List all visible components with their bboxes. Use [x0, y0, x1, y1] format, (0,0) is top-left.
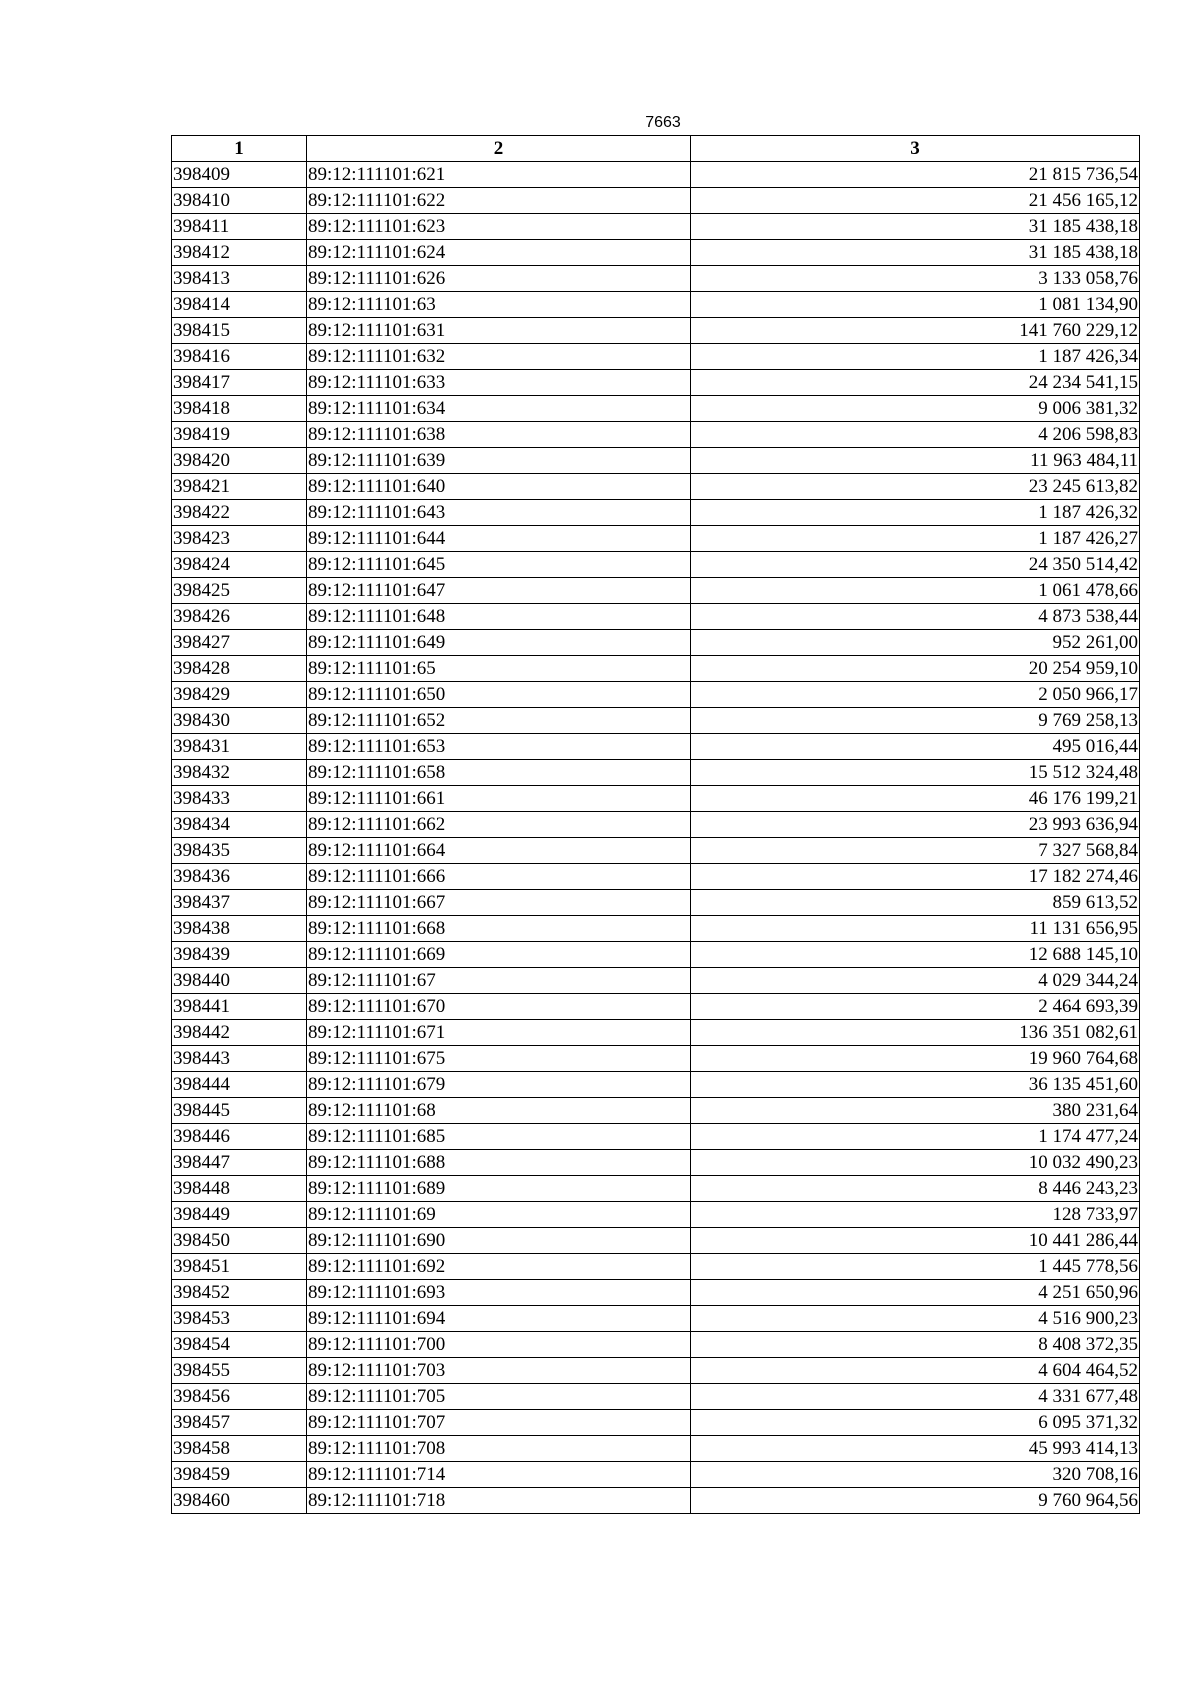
cadastral-value: 1 187 426,34 [691, 344, 1140, 370]
table-row [172, 1384, 1140, 1410]
cadastral-value: 495 016,44 [691, 734, 1140, 760]
cadastral-number: 89:12:111101:669 [307, 942, 691, 968]
cadastral-value: 15 512 324,48 [691, 760, 1140, 786]
row-number: 398438 [172, 916, 307, 942]
table-row [172, 1072, 1140, 1098]
page-number: 7663 [645, 114, 681, 131]
row-number: 398432 [172, 760, 307, 786]
cadastral-value: 24 234 541,15 [691, 370, 1140, 396]
cadastral-value: 320 708,16 [691, 1462, 1140, 1488]
table-row [172, 968, 1140, 994]
table-row [172, 396, 1140, 422]
cadastral-value: 4 251 650,96 [691, 1280, 1140, 1306]
cadastral-value: 9 760 964,56 [691, 1488, 1140, 1514]
cadastral-value: 21 456 165,12 [691, 188, 1140, 214]
row-number: 398421 [172, 474, 307, 500]
table-row [172, 942, 1140, 968]
cadastral-number: 89:12:111101:708 [307, 1436, 691, 1462]
cadastral-value: 4 516 900,23 [691, 1306, 1140, 1332]
table-row [172, 1124, 1140, 1150]
cadastral-value: 8 408 372,35 [691, 1332, 1140, 1358]
cadastral-number: 89:12:111101:647 [307, 578, 691, 604]
cadastral-value: 3 133 058,76 [691, 266, 1140, 292]
table-row [172, 890, 1140, 916]
cadastral-number: 89:12:111101:648 [307, 604, 691, 630]
cadastral-number: 89:12:111101:653 [307, 734, 691, 760]
table-row [172, 1332, 1140, 1358]
cadastral-value: 1 445 778,56 [691, 1254, 1140, 1280]
cadastral-value: 4 604 464,52 [691, 1358, 1140, 1384]
cadastral-number: 89:12:111101:714 [307, 1462, 691, 1488]
row-number: 398439 [172, 942, 307, 968]
cadastral-number: 89:12:111101:685 [307, 1124, 691, 1150]
row-number: 398435 [172, 838, 307, 864]
table-row [172, 1306, 1140, 1332]
table-row [172, 1020, 1140, 1046]
cadastral-value: 9 006 381,32 [691, 396, 1140, 422]
table-row [172, 1410, 1140, 1436]
cadastral-number: 89:12:111101:633 [307, 370, 691, 396]
cadastral-number: 89:12:111101:624 [307, 240, 691, 266]
cadastral-value: 23 245 613,82 [691, 474, 1140, 500]
row-number: 398427 [172, 630, 307, 656]
table-row [172, 630, 1140, 656]
cadastral-number: 89:12:111101:67 [307, 968, 691, 994]
cadastral-number: 89:12:111101:661 [307, 786, 691, 812]
cadastral-value: 4 029 344,24 [691, 968, 1140, 994]
cadastral-value: 23 993 636,94 [691, 812, 1140, 838]
cadastral-value: 6 095 371,32 [691, 1410, 1140, 1436]
cadastral-number: 89:12:111101:671 [307, 1020, 691, 1046]
row-number: 398440 [172, 968, 307, 994]
table-row [172, 292, 1140, 318]
cadastral-number: 89:12:111101:692 [307, 1254, 691, 1280]
header-col-2: 2 [307, 136, 691, 162]
table-row [172, 214, 1140, 240]
row-number: 398424 [172, 552, 307, 578]
table-row [172, 708, 1140, 734]
table-row [172, 526, 1140, 552]
cadastral-value: 4 206 598,83 [691, 422, 1140, 448]
cadastral-number: 89:12:111101:690 [307, 1228, 691, 1254]
cadastral-number: 89:12:111101:652 [307, 708, 691, 734]
table-row [172, 162, 1140, 188]
cadastral-value: 31 185 438,18 [691, 214, 1140, 240]
row-number: 398416 [172, 344, 307, 370]
cadastral-number: 89:12:111101:632 [307, 344, 691, 370]
cadastral-number: 89:12:111101:69 [307, 1202, 691, 1228]
row-number: 398423 [172, 526, 307, 552]
table-row [172, 240, 1140, 266]
row-number: 398458 [172, 1436, 307, 1462]
cadastral-number: 89:12:111101:666 [307, 864, 691, 890]
row-number: 398455 [172, 1358, 307, 1384]
cadastral-value: 4 331 677,48 [691, 1384, 1140, 1410]
data-table [171, 135, 1140, 1514]
cadastral-number: 89:12:111101:668 [307, 916, 691, 942]
table-row [172, 1176, 1140, 1202]
cadastral-number: 89:12:111101:638 [307, 422, 691, 448]
cadastral-value: 128 733,97 [691, 1202, 1140, 1228]
table-row [172, 474, 1140, 500]
cadastral-value: 17 182 274,46 [691, 864, 1140, 890]
row-number: 398447 [172, 1150, 307, 1176]
table-row [172, 916, 1140, 942]
table-row [172, 1462, 1140, 1488]
table-body [172, 162, 1140, 1514]
table-row [172, 604, 1140, 630]
cadastral-value: 12 688 145,10 [691, 942, 1140, 968]
cadastral-number: 89:12:111101:622 [307, 188, 691, 214]
row-number: 398454 [172, 1332, 307, 1358]
cadastral-number: 89:12:111101:705 [307, 1384, 691, 1410]
cadastral-value: 10 032 490,23 [691, 1150, 1140, 1176]
row-number: 398430 [172, 708, 307, 734]
header-col-3: 3 [691, 136, 1140, 162]
row-number: 398449 [172, 1202, 307, 1228]
cadastral-value: 20 254 959,10 [691, 656, 1140, 682]
row-number: 398412 [172, 240, 307, 266]
row-number: 398448 [172, 1176, 307, 1202]
row-number: 398433 [172, 786, 307, 812]
table-header [172, 136, 1140, 162]
cadastral-value: 1 061 478,66 [691, 578, 1140, 604]
table-row [172, 1436, 1140, 1462]
table-row [172, 500, 1140, 526]
row-number: 398413 [172, 266, 307, 292]
header-row [172, 136, 1140, 162]
row-number: 398453 [172, 1306, 307, 1332]
cadastral-value: 1 187 426,27 [691, 526, 1140, 552]
table-row [172, 864, 1140, 890]
cadastral-value: 46 176 199,21 [691, 786, 1140, 812]
row-number: 398460 [172, 1488, 307, 1514]
row-number: 398426 [172, 604, 307, 630]
table-row [172, 838, 1140, 864]
cadastral-number: 89:12:111101:688 [307, 1150, 691, 1176]
cadastral-value: 31 185 438,18 [691, 240, 1140, 266]
table-row [172, 318, 1140, 344]
row-number: 398411 [172, 214, 307, 240]
cadastral-number: 89:12:111101:670 [307, 994, 691, 1020]
cadastral-number: 89:12:111101:649 [307, 630, 691, 656]
table-row [172, 1280, 1140, 1306]
cadastral-value: 859 613,52 [691, 890, 1140, 916]
row-number: 398450 [172, 1228, 307, 1254]
cadastral-value: 952 261,00 [691, 630, 1140, 656]
cadastral-number: 89:12:111101:664 [307, 838, 691, 864]
cadastral-number: 89:12:111101:667 [307, 890, 691, 916]
cadastral-number: 89:12:111101:693 [307, 1280, 691, 1306]
table-row [172, 682, 1140, 708]
cadastral-number: 89:12:111101:68 [307, 1098, 691, 1124]
cadastral-value: 2 050 966,17 [691, 682, 1140, 708]
row-number: 398451 [172, 1254, 307, 1280]
table-row [172, 422, 1140, 448]
row-number: 398420 [172, 448, 307, 474]
table-row [172, 188, 1140, 214]
cadastral-number: 89:12:111101:662 [307, 812, 691, 838]
table-row [172, 1228, 1140, 1254]
row-number: 398428 [172, 656, 307, 682]
row-number: 398434 [172, 812, 307, 838]
table-row [172, 1098, 1140, 1124]
table-row [172, 578, 1140, 604]
cadastral-number: 89:12:111101:703 [307, 1358, 691, 1384]
row-number: 398418 [172, 396, 307, 422]
cadastral-number: 89:12:111101:689 [307, 1176, 691, 1202]
row-number: 398437 [172, 890, 307, 916]
cadastral-value: 11 131 656,95 [691, 916, 1140, 942]
cadastral-number: 89:12:111101:643 [307, 500, 691, 526]
cadastral-number: 89:12:111101:700 [307, 1332, 691, 1358]
cadastral-number: 89:12:111101:679 [307, 1072, 691, 1098]
cadastral-value: 21 815 736,54 [691, 162, 1140, 188]
cadastral-value: 19 960 764,68 [691, 1046, 1140, 1072]
cadastral-number: 89:12:111101:694 [307, 1306, 691, 1332]
table-row [172, 1202, 1140, 1228]
table-row [172, 760, 1140, 786]
cadastral-value: 4 873 538,44 [691, 604, 1140, 630]
cadastral-value: 141 760 229,12 [691, 318, 1140, 344]
row-number: 398417 [172, 370, 307, 396]
table-row [172, 448, 1140, 474]
cadastral-number: 89:12:111101:650 [307, 682, 691, 708]
cadastral-number: 89:12:111101:631 [307, 318, 691, 344]
cadastral-value: 1 081 134,90 [691, 292, 1140, 318]
cadastral-value: 8 446 243,23 [691, 1176, 1140, 1202]
cadastral-number: 89:12:111101:658 [307, 760, 691, 786]
cadastral-value: 380 231,64 [691, 1098, 1140, 1124]
cadastral-number: 89:12:111101:675 [307, 1046, 691, 1072]
cadastral-number: 89:12:111101:63 [307, 292, 691, 318]
row-number: 398459 [172, 1462, 307, 1488]
cadastral-number: 89:12:111101:621 [307, 162, 691, 188]
cadastral-value: 1 187 426,32 [691, 500, 1140, 526]
table-row [172, 1358, 1140, 1384]
cadastral-number: 89:12:111101:718 [307, 1488, 691, 1514]
table-row [172, 994, 1140, 1020]
row-number: 398431 [172, 734, 307, 760]
table-row [172, 266, 1140, 292]
cadastral-value: 136 351 082,61 [691, 1020, 1140, 1046]
table-row [172, 370, 1140, 396]
cadastral-value: 45 993 414,13 [691, 1436, 1140, 1462]
cadastral-number: 89:12:111101:623 [307, 214, 691, 240]
cadastral-value: 9 769 258,13 [691, 708, 1140, 734]
row-number: 398425 [172, 578, 307, 604]
header-col-1: 1 [172, 136, 307, 162]
table-row [172, 812, 1140, 838]
row-number: 398415 [172, 318, 307, 344]
cadastral-value: 7 327 568,84 [691, 838, 1140, 864]
row-number: 398452 [172, 1280, 307, 1306]
row-number: 398414 [172, 292, 307, 318]
row-number: 398445 [172, 1098, 307, 1124]
cadastral-number: 89:12:111101:639 [307, 448, 691, 474]
cadastral-value: 11 963 484,11 [691, 448, 1140, 474]
cadastral-value: 2 464 693,39 [691, 994, 1140, 1020]
cadastral-number: 89:12:111101:634 [307, 396, 691, 422]
table-row [172, 552, 1140, 578]
row-number: 398422 [172, 500, 307, 526]
row-number: 398429 [172, 682, 307, 708]
cadastral-value: 10 441 286,44 [691, 1228, 1140, 1254]
table-row [172, 1488, 1140, 1514]
row-number: 398444 [172, 1072, 307, 1098]
table-row [172, 1254, 1140, 1280]
row-number: 398419 [172, 422, 307, 448]
table-row [172, 786, 1140, 812]
row-number: 398442 [172, 1020, 307, 1046]
table-row [172, 344, 1140, 370]
cadastral-number: 89:12:111101:645 [307, 552, 691, 578]
row-number: 398410 [172, 188, 307, 214]
row-number: 398443 [172, 1046, 307, 1072]
table-row [172, 1046, 1140, 1072]
cadastral-number: 89:12:111101:640 [307, 474, 691, 500]
cadastral-number: 89:12:111101:707 [307, 1410, 691, 1436]
row-number: 398441 [172, 994, 307, 1020]
cadastral-value: 36 135 451,60 [691, 1072, 1140, 1098]
row-number: 398457 [172, 1410, 307, 1436]
row-number: 398446 [172, 1124, 307, 1150]
cadastral-number: 89:12:111101:65 [307, 656, 691, 682]
cadastral-number: 89:12:111101:626 [307, 266, 691, 292]
row-number: 398456 [172, 1384, 307, 1410]
table-row [172, 734, 1140, 760]
table-row [172, 1150, 1140, 1176]
cadastral-value: 24 350 514,42 [691, 552, 1140, 578]
table-row [172, 656, 1140, 682]
row-number: 398409 [172, 162, 307, 188]
row-number: 398436 [172, 864, 307, 890]
cadastral-number: 89:12:111101:644 [307, 526, 691, 552]
cadastral-value: 1 174 477,24 [691, 1124, 1140, 1150]
